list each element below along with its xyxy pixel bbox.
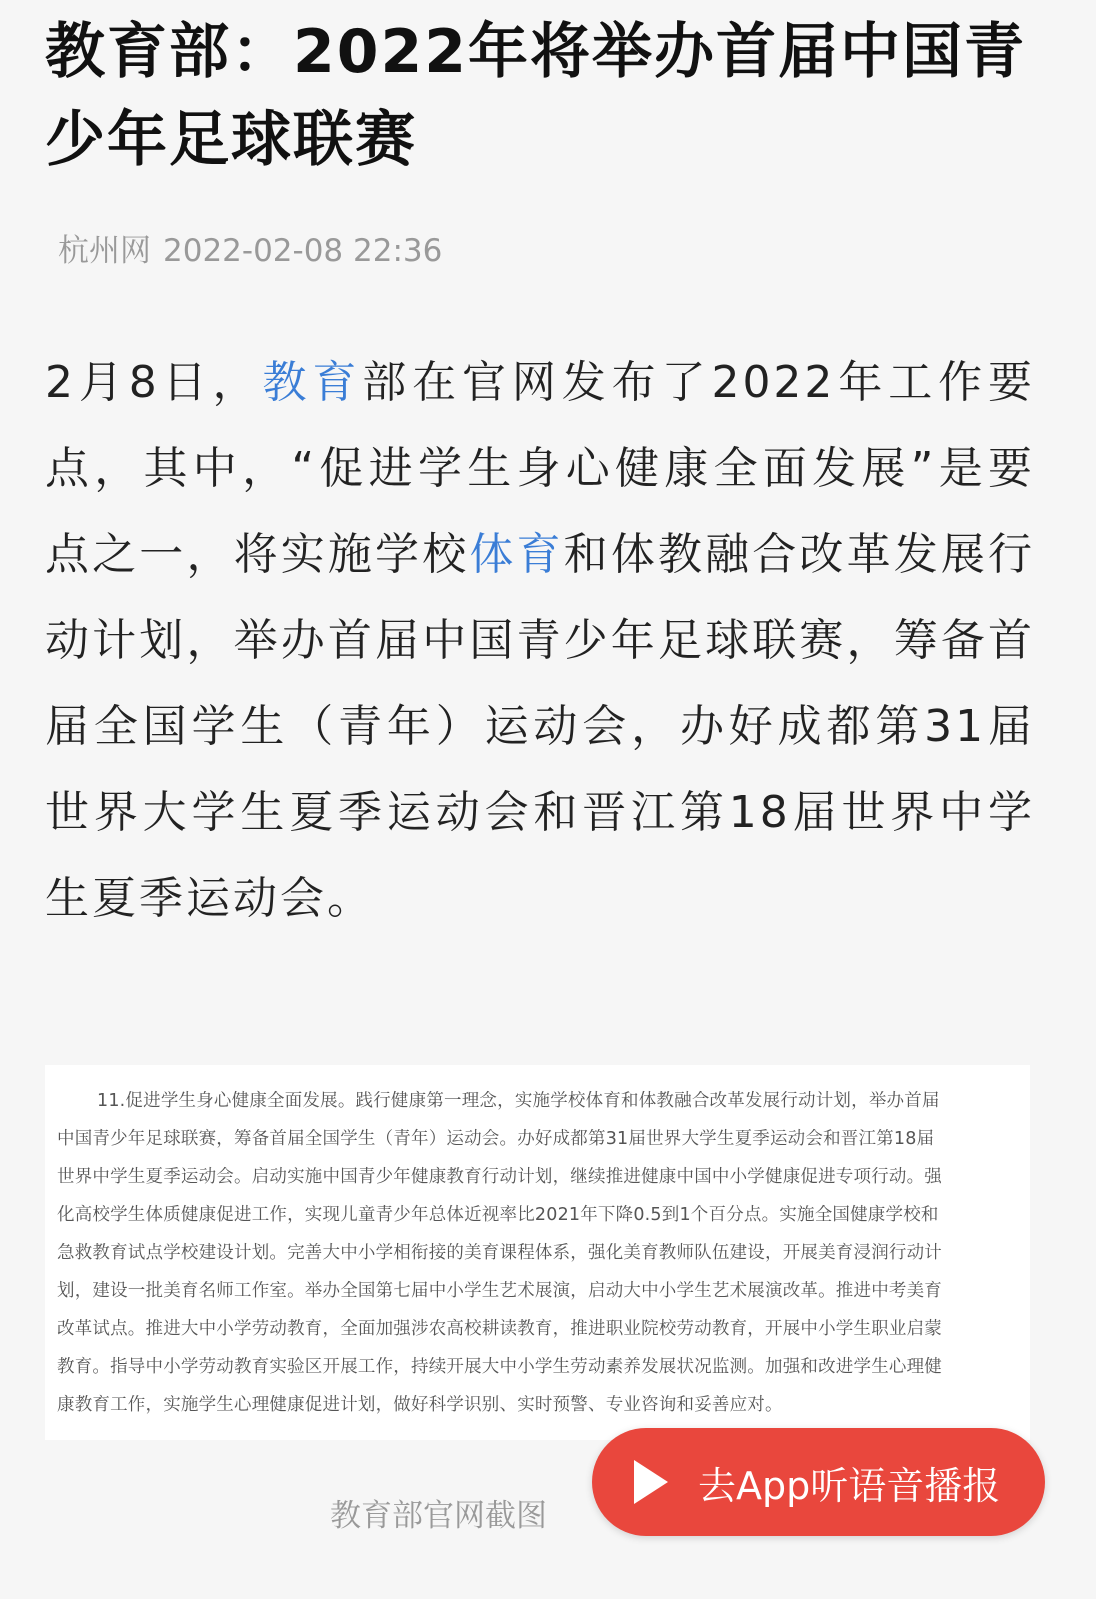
keyword-link-sports[interactable]: 体育 xyxy=(469,529,564,580)
screenshot-line: 康教育工作，实施学生心理健康促进计划，做好科学识别、实时预警、专业咨询和妥善应对。 xyxy=(57,1395,783,1415)
article-datetime: 2022-02-08 22:36 xyxy=(163,233,443,269)
screenshot-line: 划，建设一批美育名师工作室。举办全国第七届中小学生艺术展演，启动大中小学生艺术展演改革。推进中考美育 xyxy=(57,1281,942,1301)
screenshot-line: 世界中学生夏季运动会。启动实施中国青少年健康教育行动计划，继续推进健康中国中小学健康促进专项行动。强 xyxy=(57,1167,942,1187)
screenshot-line: 中国青少年足球联赛，筹备首届全国学生（青年）运动会。办好成都第31届世界大学生夏季运动会和晋江第18届 xyxy=(57,1129,935,1149)
listen-in-app-button[interactable] xyxy=(592,1428,1045,1536)
screenshot-image xyxy=(45,1065,1030,1440)
article-body xyxy=(45,340,1035,942)
article-title: 教育部：2022年将举办首届中国青少年足球联赛 xyxy=(45,17,1026,175)
body-text: 和体教融合改革发展行动计划，举办首届中国青少年足球联赛，筹备首届全国学生（青年）运动会，办好成都第31届世界大学生夏季运动会和晋江第18届世界中学生夏季运动会。 xyxy=(45,529,1036,924)
screenshot-line: 11.促进学生身心健康全面发展。践行健康第一理念，实施学校体育和体教融合改革发展行动计划，举办首届 xyxy=(97,1091,940,1111)
listen-in-app-label: 去App听语音播报 xyxy=(698,1463,1001,1508)
article-source: 杭州网 xyxy=(58,233,151,269)
screenshot-line: 教育。指导中小学劳动教育实验区开展工作，持续开展大中小学生劳动素养发展状况监测。加强和改进学生心理健 xyxy=(57,1357,942,1377)
body-text: 2月8日， xyxy=(45,357,263,408)
screenshot-line: 急救教育试点学校建设计划。完善大中小学相衔接的美育课程体系，强化美育教师队伍建设，开展美育浸润行动计 xyxy=(57,1243,942,1263)
body-text: 部在官网发布了2022年工作要点，其中，“促进学生身心健康全面发展”是要点之一，将实施学校 xyxy=(45,357,1035,580)
screenshot-line: 改革试点。推进大中小学劳动教育，全面加强涉农高校耕读教育，推进职业院校劳动教育，开展中小学生职业启蒙 xyxy=(57,1319,942,1339)
keyword-link-education[interactable]: 教育 xyxy=(262,357,363,408)
image-caption: 教育部官网截图 xyxy=(330,1498,547,1534)
article-meta xyxy=(58,225,454,270)
play-icon xyxy=(634,1460,668,1504)
screenshot-line: 化高校学生体质健康促进工作，实现儿童青少年总体近视率比2021年下降0.5到1个百分点。实施全国健康学校和 xyxy=(57,1205,939,1225)
